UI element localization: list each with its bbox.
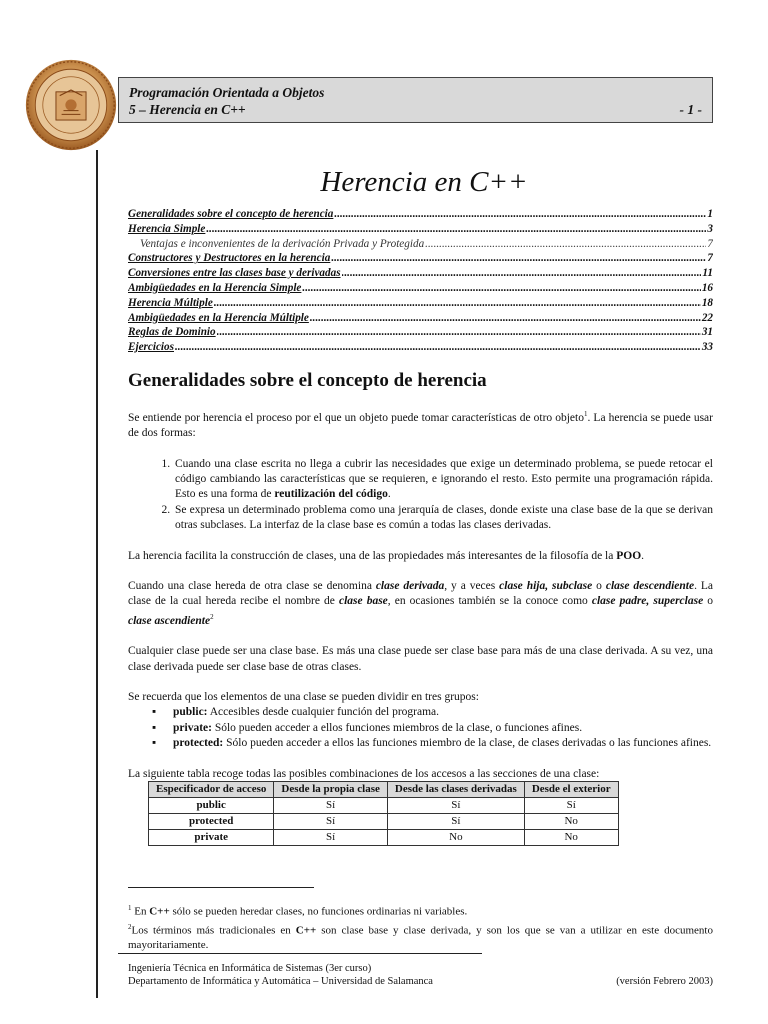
access-description: Accesibles desde cualquier función del programa. <box>207 706 440 719</box>
table-cell: No <box>524 813 618 829</box>
footnote-text: Los términos más tradicionales en <box>131 924 296 937</box>
poo-paragraph: La herencia facilita la construcción de clases, una de las propiedades más interesantes de la filosofía de la POO. <box>128 549 645 562</box>
document-title: Herencia en C++ <box>320 166 528 198</box>
footnote-text: sólo se pueden heredar clases, no funciones ordinarias ni variables. <box>169 905 468 918</box>
derived-class-paragraph: Cuando una clase hereda de otra clase se denomina clase derivada, y a veces clase hija, subclase o clase descendiente. La clase de la cual hereda recibe el nombre de clase base, en ocasiones también se la conoce como clase padre, superclase o clase ascendiente$^2$ <box>128 580 713 627</box>
toc-leader <box>214 296 701 311</box>
toc-leader <box>342 266 702 281</box>
toc-entry-label[interactable]: Ventajas e inconvenientes de la derivación Privada y Protegida <box>140 237 425 250</box>
toc-entry[interactable] <box>128 296 713 311</box>
toc-entry-page: 7 <box>707 252 713 265</box>
footnote-number: 2 <box>128 922 132 931</box>
footnotes <box>128 901 713 953</box>
footnote <box>128 920 713 954</box>
toc-entry-page: 31 <box>701 326 713 339</box>
access-description: Sólo pueden acceder a ellos las funciones miembro de la clase, de clases derivadas o las funciones afines. <box>223 737 712 750</box>
footnote-text: En <box>131 905 150 918</box>
toc-entry[interactable] <box>128 281 713 296</box>
toc-leader <box>425 237 706 252</box>
page-footer <box>128 962 713 988</box>
course-title: Programación Orientada a Objetos <box>129 85 325 100</box>
list-item <box>152 721 713 736</box>
intro-paragraph: Se entiende por herencia el proceso por el que un objeto puede tomar características de otro objeto$^1$. La herencia se puede usar de dos formas: <box>128 410 713 440</box>
table-cell: public <box>149 797 274 813</box>
toc-entry-page: 33 <box>701 341 713 354</box>
toc-entry-page: 1 <box>707 208 713 220</box>
list-item <box>173 503 713 534</box>
margin-rule <box>96 150 98 998</box>
toc-leader <box>310 311 701 326</box>
list-item-emphasis: reutilización del código <box>274 488 388 501</box>
toc-entry-label[interactable]: Herencia Simple <box>128 222 206 235</box>
access-table <box>148 781 619 846</box>
list-item <box>152 705 713 720</box>
toc-entry-page: 16 <box>701 281 713 294</box>
toc-entry-label[interactable]: Herencia Múltiple <box>128 296 213 309</box>
table-header-cell: Especificador de acceso <box>149 781 274 797</box>
footer-separator <box>118 953 482 954</box>
toc-entry[interactable] <box>128 325 713 340</box>
toc-entry[interactable] <box>128 311 713 326</box>
toc-entry-label[interactable]: Conversiones entre las clases base y derivadas <box>128 267 341 280</box>
footer-degree: Ingeniería Técnica en Informática de Sistemas (3er curso) <box>128 963 372 974</box>
toc-entry[interactable] <box>128 237 713 252</box>
toc-entry[interactable] <box>128 251 713 266</box>
toc-entry-label[interactable]: Ambigüedades en la Herencia Simple <box>128 281 302 294</box>
toc-entry[interactable] <box>128 340 713 355</box>
list-item <box>173 457 713 503</box>
inheritance-uses-list <box>128 457 713 534</box>
bullet-icon: ▪ <box>152 737 157 750</box>
footer-version: (versión Febrero 2003) <box>616 976 713 987</box>
access-groups-list <box>128 705 713 751</box>
bullet-icon: ▪ <box>152 721 157 734</box>
toc-leader <box>331 251 706 266</box>
section-heading: Generalidades sobre el concepto de herencia <box>128 370 487 391</box>
list-item-text: Cuando una clase escrita no llega a cubrir las necesidades que exige un determinado problema, se puede retocar el código cambiando las características que se requieren, e ignorando el resto. Esto permite una programación rápida. Esto es una forma de <box>175 457 713 501</box>
toc-entry[interactable] <box>128 266 713 281</box>
toc-leader <box>175 340 701 355</box>
toc-leader <box>334 207 706 222</box>
toc-entry-label[interactable]: Constructores y Destructores en la herencia <box>128 252 331 265</box>
chapter-title: 5 – Herencia en C++ <box>129 102 246 117</box>
toc-entry[interactable] <box>128 207 713 222</box>
footnote-ref[interactable]: 2 <box>210 612 214 621</box>
access-keyword: public: <box>173 706 208 719</box>
toc-entry-page: 22 <box>701 311 713 324</box>
footnote-emphasis: C++ <box>149 905 170 918</box>
table-cell: Sí <box>387 813 524 829</box>
toc-entry-page: 7 <box>707 237 713 250</box>
page-number: - 1 - <box>679 102 702 117</box>
table-cell: Sí <box>274 829 388 845</box>
toc-entry-page: 11 <box>702 267 713 280</box>
table-cell: Sí <box>274 797 388 813</box>
toc-entry-page: 3 <box>707 222 713 235</box>
table-cell: Sí <box>524 797 618 813</box>
table-of-contents <box>128 207 713 355</box>
list-item <box>152 736 713 751</box>
access-description: Sólo pueden acceder a ellos funciones miembros de la clase, o funciones afines. <box>211 721 583 734</box>
footnote-ref[interactable]: 1 <box>583 410 588 418</box>
university-seal <box>24 58 118 152</box>
table-header-cell: Desde el exterior <box>524 781 618 797</box>
access-keyword: protected: <box>173 737 224 750</box>
toc-entry-page: 18 <box>701 296 713 309</box>
footnote <box>128 901 713 920</box>
footer-department: Departamento de Informática y Automática – Universidad de Salamanca <box>128 976 433 987</box>
bullet-icon: ▪ <box>152 706 157 719</box>
document-body <box>128 407 713 846</box>
toc-entry-label[interactable]: Reglas de Dominio <box>128 326 216 339</box>
footnote-number: 1 <box>128 904 132 912</box>
toc-leader <box>302 281 700 296</box>
toc-entry[interactable] <box>128 222 713 237</box>
access-keyword: private: <box>173 721 212 734</box>
toc-entry-label[interactable]: Ejercicios <box>128 341 174 354</box>
table-cell: No <box>387 829 524 845</box>
table-row <box>149 813 619 829</box>
footnote-emphasis: C++ <box>295 924 317 937</box>
footnote-separator <box>128 887 314 888</box>
page-header <box>118 77 713 123</box>
toc-leader <box>217 325 701 340</box>
list-item-text: Se expresa un determinado problema como una jerarquía de clases, donde existe una clase base de la que se derivan otras subclases. La interfaz de la clase base es común a todas las clases derivadas. <box>175 503 713 532</box>
table-header-cell: Desde las clases derivadas <box>387 781 524 797</box>
table-header-cell: Desde la propia clase <box>274 781 388 797</box>
table-intro: La siguiente tabla recoge todas las posibles combinaciones de los accesos a las secciones de una clase: <box>128 767 600 780</box>
table-cell: No <box>524 829 618 845</box>
table-row <box>149 797 619 813</box>
toc-entry-label[interactable]: Ambigüedades en la Herencia Múltiple <box>128 311 309 324</box>
table-cell: private <box>149 829 274 845</box>
table-cell: protected <box>149 813 274 829</box>
base-class-paragraph: Cualquier clase puede ser una clase base. Es más una clase puede ser clase base para más de una clase derivada. A su vez, una clase derivada puede ser clase base de otras clases. <box>128 645 713 673</box>
toc-leader <box>206 222 706 237</box>
footnote-text: son clase base y clase derivada, y son los que se van a utilizar en este documento mayoritariamente. <box>128 924 713 952</box>
groups-intro: Se recuerda que los elementos de una clase se pueden dividir en tres grupos: <box>128 690 479 703</box>
table-cell: Sí <box>387 797 524 813</box>
toc-entry-label[interactable]: Generalidades sobre el concepto de herencia <box>128 208 334 220</box>
table-row <box>149 829 619 845</box>
list-item-end: . <box>387 488 391 501</box>
table-cell: Sí <box>274 813 388 829</box>
